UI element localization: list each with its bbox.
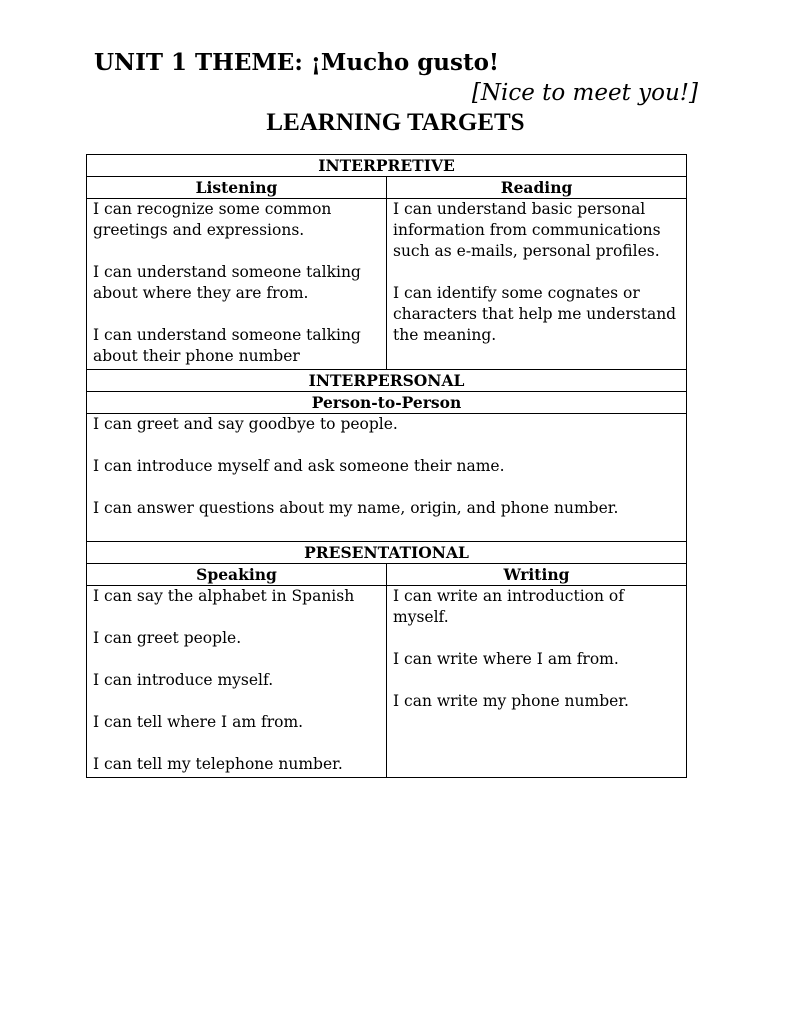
speaking-target: I can tell where I am from. [93,713,304,731]
speaking-target: I can say the alphabet in Spanish [93,587,355,605]
listening-target: I can understand someone talking about where they are from. [93,263,361,302]
interpretive-content-row [87,199,687,370]
unit-theme-title: UNIT 1 THEME: ¡Mucho gusto! [94,49,500,76]
presentational-section-header: PRESENTATIONAL [87,542,687,564]
writing-target: I can write where I am from. [393,650,619,668]
reading-column-header: Reading [387,177,687,199]
presentational-content-row [87,586,687,778]
learning-targets-table [86,154,687,778]
interpersonal-column-header-row [87,392,687,414]
speaking-target: I can tell my telephone number. [93,755,343,773]
interpretive-column-headers [87,177,687,199]
interpersonal-section-row [87,370,687,392]
reading-target: I can understand basic personal information from communications such as e-mails, personal profiles. [393,200,661,260]
writing-column-header: Writing [387,564,687,586]
person-to-person-target: I can greet and say goodbye to people. [93,415,398,433]
listening-target: I can understand someone talking about their phone number [93,326,361,365]
speaking-target: I can greet people. [93,629,242,647]
writing-target: I can write an introduction of myself. [393,587,624,626]
writing-cell [387,586,687,778]
interpersonal-section-header: INTERPERSONAL [87,370,687,392]
interpretive-section-header: INTERPRETIVE [87,155,687,177]
reading-cell [387,199,687,370]
interpretive-section-row [87,155,687,177]
speaking-cell [87,586,387,778]
writing-target: I can write my phone number. [393,692,629,710]
speaking-target: I can introduce myself. [93,671,274,689]
person-to-person-target: I can answer questions about my name, origin, and phone number. [93,499,619,517]
learning-targets-heading: LEARNING TARGETS [266,109,525,136]
interpersonal-content-row [87,414,687,542]
presentational-section-row [87,542,687,564]
person-to-person-header: Person-to-Person [87,392,687,414]
person-to-person-cell [87,414,687,542]
listening-cell [87,199,387,370]
person-to-person-target: I can introduce myself and ask someone their name. [93,457,505,475]
listening-target: I can recognize some common greetings and expressions. [93,200,332,239]
reading-target: I can identify some cognates or characters that help me understand the meaning. [393,284,677,344]
speaking-column-header: Speaking [87,564,387,586]
theme-translation-subtitle: [Nice to meet you!] [471,80,698,106]
listening-column-header: Listening [87,177,387,199]
presentational-column-headers [87,564,687,586]
